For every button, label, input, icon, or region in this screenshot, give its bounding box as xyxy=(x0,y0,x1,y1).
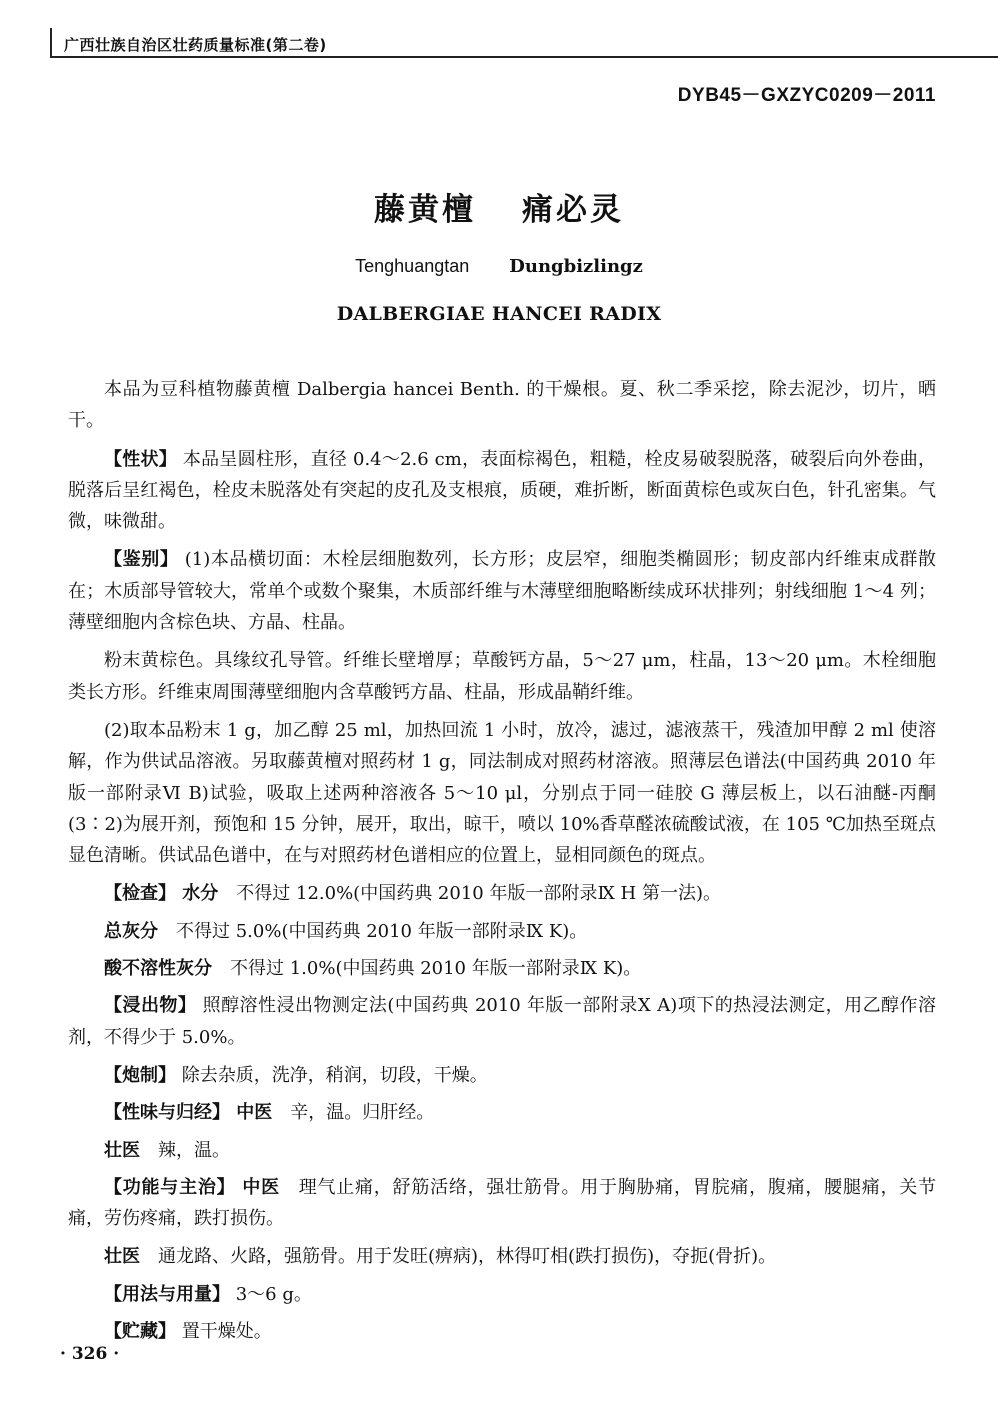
usage-text: 3～6 g。 xyxy=(230,1283,312,1305)
process-tag: 【炮制】 xyxy=(104,1064,176,1086)
identify-powder-paragraph xyxy=(68,645,936,708)
check-section xyxy=(68,878,936,909)
nature-zhuang-text: 辣，温。 xyxy=(140,1139,230,1161)
pinyin-chinese: Tenghuangtan xyxy=(355,256,470,276)
acid-ash-label: 酸不溶性灰分 xyxy=(104,958,212,980)
character-tag: 【性状】 xyxy=(104,448,177,470)
usage-section xyxy=(68,1279,936,1310)
nature-zhuang-label: 壮医 xyxy=(104,1139,140,1161)
extract-tag: 【浸出物】 xyxy=(104,995,197,1017)
monograph-body xyxy=(68,374,936,1353)
check-tag: 【检查】 xyxy=(104,883,176,905)
identify-tag: 【鉴别】 xyxy=(104,549,179,571)
extract-section xyxy=(68,990,936,1053)
storage-section xyxy=(68,1316,936,1347)
storage-tag: 【贮藏】 xyxy=(104,1321,176,1343)
identify-powder-text: 粉末黄棕色。具缘纹孔导管。纤维长壁增厚；草酸钙方晶，5～27 μm，柱晶，13～20 μm。木栓细胞类长方形。纤维束周围薄壁细胞内含草酸钙方晶、柱晶，形成晶鞘纤维。 xyxy=(68,650,936,703)
character-text: 本品呈圆柱形，直径 0.4～2.6 cm，表面棕褐色，粗糙，栓皮易破裂脱落，破裂后向外卷曲，脱落后呈红褐色，栓皮未脱落处有突起的皮孔及支根痕，质硬，难折断，断面黄棕色或灰白色，针孔密集。气微，味微甜。 xyxy=(68,448,936,533)
nature-zhuang-paragraph xyxy=(68,1135,936,1166)
intro-paragraph xyxy=(68,374,936,437)
standard-code: DYB45－GXZYC0209－2011 xyxy=(677,85,936,106)
ash-text: 不得过 5.0%(中国药典 2010 年版一部附录Ⅸ K)。 xyxy=(158,920,588,942)
usage-tag: 【用法与用量】 xyxy=(104,1283,230,1305)
function-tag: 【功能与主治】 xyxy=(104,1176,236,1198)
process-text: 除去杂质，洗净，稍润，切段，干燥。 xyxy=(176,1064,488,1086)
ash-paragraph xyxy=(68,916,936,947)
nature-tcm-label: 中医 xyxy=(230,1102,273,1124)
nature-tcm-text: 辛，温。归肝经。 xyxy=(272,1102,435,1124)
function-section xyxy=(68,1172,936,1235)
extract-text: 照醇溶性浸出物测定法(中国药典 2010 年版一部附录Ⅹ A)项下的热浸法测定，用乙醇作溶剂，不得少于 5.0%。 xyxy=(68,995,936,1048)
water-label: 水分 xyxy=(176,883,219,905)
pinyin-zhuang: Dungbizlingz xyxy=(509,256,643,277)
identify-section xyxy=(68,544,936,638)
water-text: 不得过 12.0%(中国药典 2010 年版一部附录Ⅸ H 第一法)。 xyxy=(218,883,721,905)
page-number: · 326 · xyxy=(60,1344,120,1364)
pinyin-line xyxy=(0,256,998,277)
function-zhuang-text: 通龙路、火路，强筋骨。用于发旺(痹病)，林得叮相(跌打损伤)，夺扼(骨折)。 xyxy=(140,1246,777,1268)
intro-text: 本品为豆科植物藤黄檀 Dalbergia hancei Benth. 的干燥根。夏、秋二季采挖，除去泥沙，切片，晒干。 xyxy=(68,379,936,432)
function-zhuang-paragraph xyxy=(68,1241,936,1272)
identify-2-paragraph xyxy=(68,715,936,871)
acid-ash-paragraph xyxy=(68,953,936,984)
latin-name: DALBERGIAE HANCEI RADIX xyxy=(336,303,662,325)
identify-2-text: (2)取本品粉末 1 g，加乙醇 25 ml，加热回流 1 小时，放冷，滤过，滤液蒸干，残渣加甲醇 2 ml 使溶解，作为供试品溶液。另取藤黄檀对照药材 1 g，同法制成对照药材溶液。照薄层色谱法(中国药典 2010 年版一部附录Ⅵ B)试验，吸取上述两种溶液各 5～10 μl，分别点于同一硅胶 G 薄层板上，以石油醚-丙酮(3∶2)为展开剂，预饱和 15 分钟，展开，取出，晾干，喷以 10%香草醛浓硫酸试液，在 105 ℃加热至斑点显色清晰。供试品色谱中，在与对照药材色谱相应的位置上，显相同颜色的斑点。 xyxy=(68,719,936,867)
monograph-title xyxy=(0,184,998,229)
header-title: 广西壮族自治区壮药质量标准(第二卷) xyxy=(64,36,327,54)
function-tcm-label: 中医 xyxy=(235,1176,280,1198)
nature-tag: 【性味与归经】 xyxy=(104,1102,230,1124)
chinese-name: 藤黄檀 xyxy=(374,192,476,228)
function-zhuang-label: 壮医 xyxy=(104,1246,140,1268)
nature-section xyxy=(68,1097,936,1128)
function-tcm-text: 理气止痛，舒筋活络，强壮筋骨。用于胸胁痛，胃脘痛，腹痛，腰腿痛，关节痛，劳伤疼痛，跌打损伤。 xyxy=(68,1176,937,1230)
storage-text: 置干燥处。 xyxy=(176,1321,272,1343)
identify-1-text: (1)本品横切面：木栓层细胞数列，长方形；皮层窄，细胞类椭圆形；韧皮部内纤维束成群散在；木质部导管较大，常单个或数个聚集，木质部纤维与木薄壁细胞略断续成环状排列；射线细胞 1～4 列；薄壁细胞内含棕色块、方晶、柱晶。 xyxy=(68,549,936,634)
acid-ash-text: 不得过 1.0%(中国药典 2010 年版一部附录Ⅸ K)。 xyxy=(212,958,642,980)
zhuang-name: 痛必灵 xyxy=(522,192,624,228)
process-section xyxy=(68,1060,936,1091)
character-section xyxy=(68,444,936,538)
running-header xyxy=(50,28,998,58)
ash-label: 总灰分 xyxy=(104,920,158,942)
